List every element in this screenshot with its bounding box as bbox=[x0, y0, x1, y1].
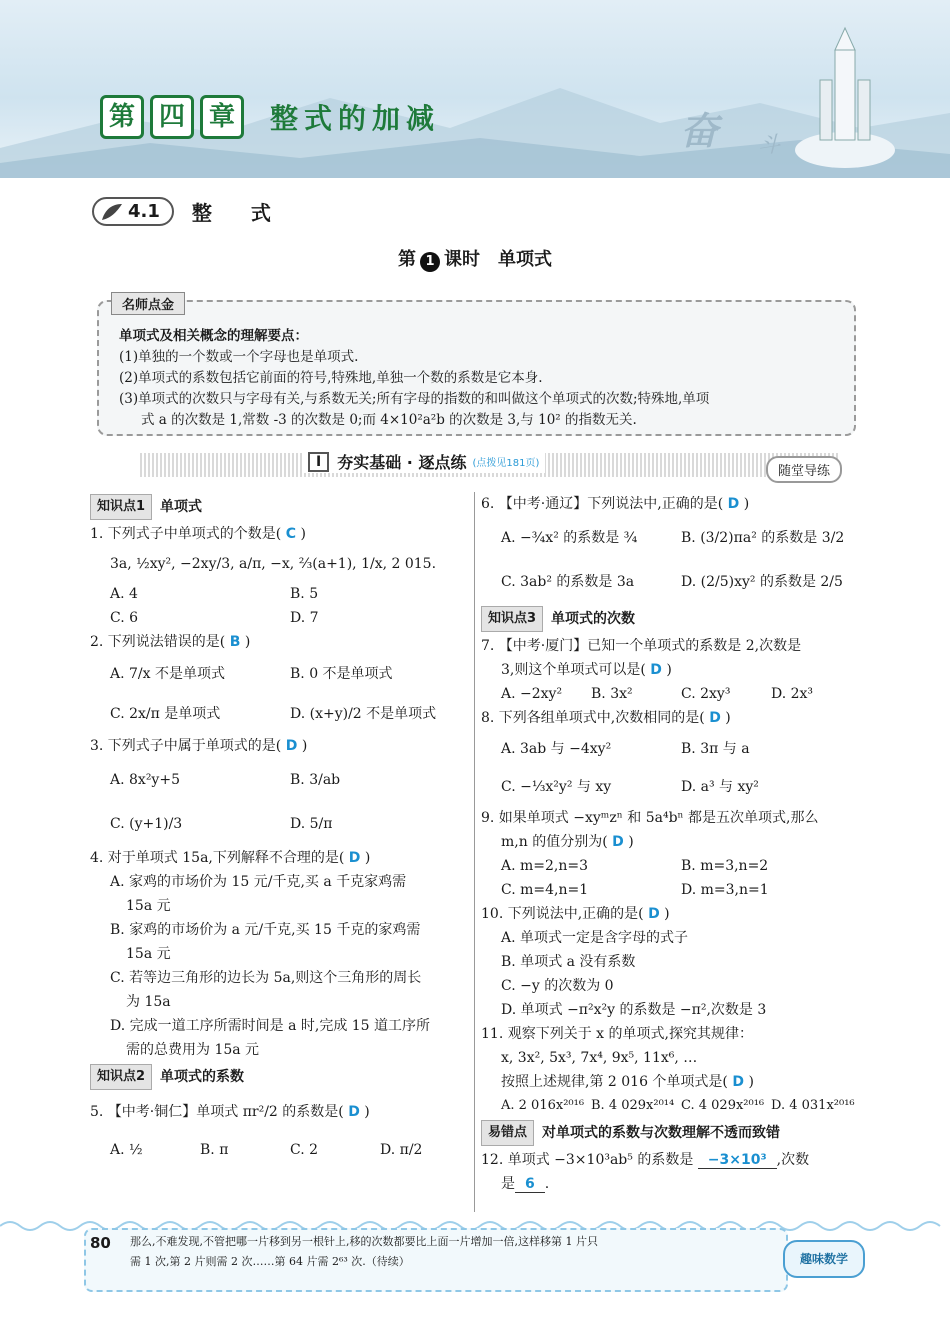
q-answer: D bbox=[612, 834, 624, 850]
lesson-title bbox=[0, 245, 950, 272]
column-divider bbox=[474, 492, 475, 1212]
chapter-char: 章 bbox=[200, 95, 244, 139]
option: A. 单项式一定是含字母的式子 bbox=[501, 930, 689, 946]
footer-line: 需 1 次,第 2 片则需 2 次……第 64 片需 2⁶³ 次.（待续） bbox=[130, 1255, 410, 1268]
q-answer: C bbox=[285, 526, 297, 542]
question-4 bbox=[90, 846, 470, 870]
q-options bbox=[90, 582, 470, 630]
q-stem: 6. 【中考·通辽】下列说法中,正确的是( bbox=[481, 496, 724, 512]
tips-line: 单项式及相关概念的理解要点： bbox=[119, 328, 308, 344]
band-roman: Ⅰ bbox=[308, 452, 329, 472]
q-answer: B bbox=[229, 634, 241, 650]
deco-calligraphy: 斗 bbox=[758, 133, 781, 158]
q-close: ) bbox=[244, 634, 251, 650]
footer-line: 那么,不难发现,不管把哪一片移到另一根针上,移的次数都要比上面一片增加一倍,这样移第 1 片只 bbox=[130, 1235, 598, 1248]
option: A. ½ bbox=[110, 1142, 143, 1158]
q-answer: D bbox=[348, 1104, 360, 1120]
option: C. 若等边三角形的边长为 5a,则这个三角形的周长 bbox=[110, 970, 422, 986]
option: A. 3ab 与 −4xy² bbox=[501, 741, 612, 757]
kp-tag: 知识点3 bbox=[481, 606, 543, 632]
question-7 bbox=[481, 634, 861, 682]
option: B. (3/2)πa² 的系数是 3/2 bbox=[681, 530, 845, 546]
tips-box bbox=[97, 300, 856, 436]
q-answer: D bbox=[348, 850, 361, 866]
section-heading bbox=[92, 197, 287, 226]
q-expression: 3a, ½xy², −2xy/3, a/π, −x, ⅔(a+1), 1/x, 2 015. bbox=[110, 556, 437, 572]
q-stem: 4. 对于单项式 15a,下列解释不合理的是( bbox=[90, 850, 345, 866]
footer bbox=[0, 1218, 950, 1344]
q-close: ) bbox=[664, 906, 670, 922]
option: A. −¾x² 的系数是 ¾ bbox=[501, 530, 638, 546]
option: C. −⅓x²y² 与 xy bbox=[501, 779, 612, 795]
rocket-icon bbox=[790, 20, 900, 170]
q-stem: m,n 的值分别为( bbox=[501, 834, 608, 850]
q-stem: 11. 观察下列关于 x 的单项式,探究其规律： bbox=[481, 1026, 753, 1042]
question-12 bbox=[481, 1148, 861, 1196]
deco-calligraphy: 奋 bbox=[680, 108, 719, 153]
chapter-title: 整式的加减 bbox=[270, 102, 441, 135]
q-stem: ,次数 bbox=[776, 1152, 810, 1168]
q-answer: D bbox=[648, 906, 660, 922]
q-stem: 5. 【中考·铜仁】单项式 πr²/2 的系数是( bbox=[90, 1104, 344, 1120]
option: A. m=2,n=3 bbox=[501, 858, 589, 874]
option: C. (y+1)/3 bbox=[110, 816, 183, 832]
q-close: ) bbox=[300, 526, 306, 542]
q-close: ) bbox=[628, 834, 634, 850]
q-answer: D bbox=[727, 496, 740, 512]
q-answer: D bbox=[285, 738, 298, 754]
option: D. a³ 与 xy² bbox=[681, 779, 759, 795]
q-stem: 1. 下列式子中单项式的个数是( bbox=[90, 526, 282, 542]
q-stem: 9. 如果单项式 −xyᵐzⁿ 和 5a⁴bⁿ 都是五次单项式,那么 bbox=[481, 810, 819, 826]
option: B. 3π 与 a bbox=[681, 741, 750, 757]
option: C. m=4,n=1 bbox=[501, 882, 589, 898]
band-title-text: 夯实基础 · 逐点练 bbox=[337, 453, 467, 472]
q-answer: D bbox=[650, 662, 662, 678]
q-stem: 是 bbox=[501, 1176, 515, 1192]
option: D. (2/5)xy² 的系数是 2/5 bbox=[681, 574, 843, 590]
q-options bbox=[481, 730, 861, 806]
option: B. π bbox=[200, 1142, 229, 1158]
knowledge-point bbox=[481, 1120, 780, 1146]
q-stem: 12. 单项式 −3×10³ab⁵ 的系数是 bbox=[481, 1152, 694, 1168]
option-cont: 为 15a bbox=[126, 994, 171, 1010]
q-answer: D bbox=[709, 710, 721, 726]
option: A. 8x²y+5 bbox=[110, 772, 180, 788]
kp-name: 对单项式的系数与次数理解不透而致错 bbox=[542, 1125, 781, 1141]
option: D. π/2 bbox=[380, 1142, 423, 1158]
option: D. 4 031x²⁰¹⁶ bbox=[771, 1098, 855, 1113]
q-answer: D bbox=[732, 1074, 744, 1090]
q-close: ) bbox=[748, 1074, 754, 1090]
question-3 bbox=[90, 734, 470, 758]
q-close: ) bbox=[743, 496, 750, 512]
q-close: ) bbox=[666, 662, 672, 678]
question-2 bbox=[90, 630, 470, 654]
knowledge-point bbox=[90, 494, 202, 520]
q-options bbox=[90, 1138, 470, 1162]
option: D. 完成一道工序所需时间是 a 时,完成 15 道工序所 bbox=[110, 1018, 431, 1034]
option: A. 家鸡的市场价为 15 元/千克,买 a 千克家鸡需 bbox=[110, 874, 407, 890]
kp-name: 单项式的系数 bbox=[160, 1069, 245, 1085]
left-column bbox=[90, 492, 470, 1162]
option: D. 5/π bbox=[290, 816, 333, 832]
option: A. 2 016x²⁰¹⁶ bbox=[501, 1098, 585, 1113]
option: D. 2x³ bbox=[771, 686, 814, 702]
kp-name: 单项式的次数 bbox=[551, 611, 636, 627]
question-11 bbox=[481, 1022, 861, 1094]
section-title: 整 式 bbox=[191, 201, 287, 225]
kp-tag: 知识点1 bbox=[90, 494, 152, 520]
q-stem: 3. 下列式子中属于单项式的是( bbox=[90, 738, 282, 754]
chapter-heading bbox=[100, 95, 440, 139]
option-cont: 需的总费用为 15a 元 bbox=[126, 1042, 260, 1058]
option: D. 7 bbox=[290, 610, 319, 626]
lesson-prefix: 第 bbox=[398, 249, 416, 270]
option: A. −2xy² bbox=[501, 686, 563, 702]
q-stem: . bbox=[544, 1176, 550, 1192]
chapter-banner bbox=[0, 0, 950, 178]
lesson-number: 1 bbox=[420, 252, 440, 272]
tips-line: 式 a 的次数是 1,常数 -3 的次数是 0;而 4×10²a²b 的次数是 3,与 10² 的指数无关. bbox=[141, 412, 637, 428]
q-options bbox=[481, 682, 861, 706]
footer-text bbox=[130, 1232, 770, 1272]
question-1 bbox=[90, 522, 470, 546]
option: C. −y 的次数为 0 bbox=[501, 978, 614, 994]
q-stem: 8. 下列各组单项式中,次数相同的是( bbox=[481, 710, 705, 726]
q-stem: 2. 下列说法错误的是( bbox=[90, 634, 226, 650]
q-options bbox=[90, 654, 470, 734]
tips-line: (2)单项式的系数包括它前面的符号,特殊地,单独一个数的系数是它本身. bbox=[119, 370, 543, 386]
option: C. 4 029x²⁰¹⁶ bbox=[681, 1098, 765, 1113]
option-cont: 15a 元 bbox=[126, 898, 171, 914]
question-5 bbox=[90, 1100, 470, 1124]
q-options bbox=[481, 516, 861, 604]
question-9 bbox=[481, 806, 861, 854]
q-stem: 7. 【中考·厦门】已知一个单项式的系数是 2,次数是 bbox=[481, 638, 802, 654]
q-answer: −3×10³ bbox=[707, 1152, 767, 1168]
band-title bbox=[302, 450, 545, 473]
tips-tag: 名师点金 bbox=[111, 292, 185, 315]
q-options bbox=[90, 758, 470, 846]
tips-line: (3)单项式的次数只与字母有关,与系数无关;所有字母的指数的和叫做这个单项式的次数;特殊地,单项 bbox=[119, 391, 710, 407]
option: C. 2xy³ bbox=[681, 686, 731, 702]
option: C. 6 bbox=[110, 610, 139, 626]
option: B. 0 不是单项式 bbox=[290, 666, 393, 682]
band-ref: (点拨见181页) bbox=[472, 458, 540, 469]
lesson-suffix: 课时 单项式 bbox=[444, 249, 552, 270]
option: B. 单项式 a 没有系数 bbox=[501, 954, 636, 970]
kp-tag: 知识点2 bbox=[90, 1064, 152, 1090]
section-badge bbox=[92, 197, 174, 226]
kp-tag: 易错点 bbox=[481, 1120, 534, 1146]
option: C. 2 bbox=[290, 1142, 319, 1158]
q-close: ) bbox=[301, 738, 308, 754]
q-stem: 10. 下列说法中,正确的是( bbox=[481, 906, 644, 922]
option-cont: 15a 元 bbox=[126, 946, 171, 962]
option: B. m=3,n=2 bbox=[681, 858, 769, 874]
option: B. 5 bbox=[290, 586, 319, 602]
option: D. (x+y)/2 不是单项式 bbox=[290, 706, 437, 722]
option: D. m=3,n=1 bbox=[681, 882, 769, 898]
option: C. 2x/π 是单项式 bbox=[110, 706, 221, 722]
q-close: ) bbox=[725, 710, 731, 726]
q-close: ) bbox=[364, 1104, 370, 1120]
fun-math-badge: 趣味数学 bbox=[783, 1240, 865, 1278]
chapter-char: 第 bbox=[100, 95, 144, 139]
q-sequence: x, 3x², 5x³, 7x⁴, 9x⁵, 11x⁶, … bbox=[501, 1050, 698, 1066]
page-number: 80 bbox=[90, 1234, 111, 1252]
option: B. 4 029x²⁰¹⁴ bbox=[591, 1098, 675, 1113]
right-column bbox=[481, 492, 861, 1196]
option: C. 3ab² 的系数是 3a bbox=[501, 574, 635, 590]
option: B. 3x² bbox=[591, 686, 633, 702]
option: D. 单项式 −π²x²y 的系数是 −π²,次数是 3 bbox=[501, 1002, 767, 1018]
kp-name: 单项式 bbox=[160, 499, 203, 515]
question-8 bbox=[481, 706, 861, 730]
tips-line: (1)单独的一个数或一个字母也是单项式. bbox=[119, 349, 359, 365]
option: B. 家鸡的市场价为 a 元/千克,买 15 千克的家鸡需 bbox=[110, 922, 421, 938]
q-options bbox=[481, 854, 861, 902]
question-6 bbox=[481, 492, 861, 516]
q-stem: 3,则这个单项式可以是( bbox=[501, 662, 646, 678]
knowledge-point bbox=[90, 1064, 244, 1090]
option: A. 7/x 不是单项式 bbox=[110, 666, 225, 682]
option: A. 4 bbox=[110, 586, 138, 602]
q-close: ) bbox=[364, 850, 371, 866]
question-10 bbox=[481, 902, 861, 926]
option: B. 3/ab bbox=[290, 772, 341, 788]
band-side-tag: 随堂导练 bbox=[766, 456, 842, 483]
knowledge-point bbox=[481, 606, 635, 632]
q-stem: 按照上述规律,第 2 016 个单项式是( bbox=[501, 1074, 728, 1090]
q-answer: 6 bbox=[525, 1176, 535, 1192]
tips-body bbox=[119, 326, 839, 431]
chapter-char: 四 bbox=[150, 95, 194, 139]
q-options bbox=[481, 1094, 861, 1118]
leaf-icon bbox=[100, 202, 124, 222]
section-number: 4.1 bbox=[128, 201, 160, 222]
